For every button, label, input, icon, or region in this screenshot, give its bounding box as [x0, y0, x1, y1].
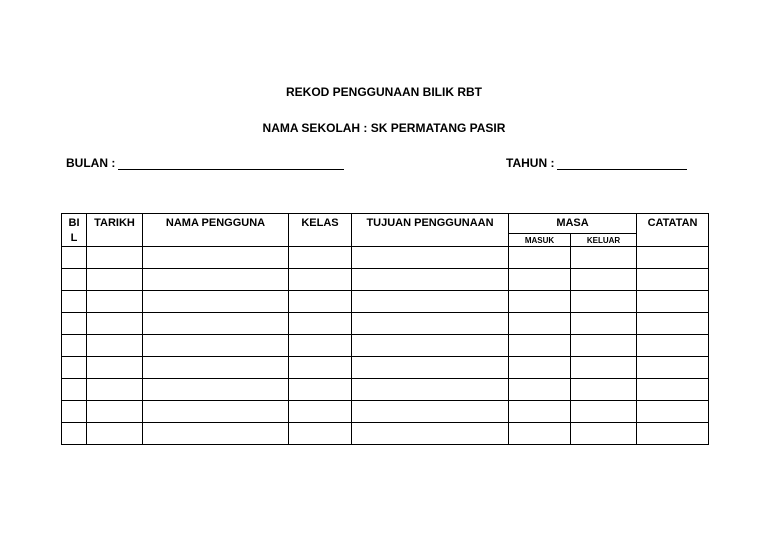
table-cell[interactable]	[509, 379, 571, 401]
table-cell[interactable]	[87, 291, 143, 313]
table-cell[interactable]	[352, 401, 509, 423]
table-cell[interactable]	[143, 247, 289, 269]
table-cell[interactable]	[62, 335, 87, 357]
table-cell[interactable]	[87, 313, 143, 335]
table-cell[interactable]	[571, 247, 637, 269]
table-body	[62, 247, 709, 445]
table-cell[interactable]	[87, 269, 143, 291]
table-cell[interactable]	[637, 291, 709, 313]
table-cell[interactable]	[637, 423, 709, 445]
table-cell[interactable]	[352, 335, 509, 357]
table-cell[interactable]	[143, 313, 289, 335]
table-cell[interactable]	[289, 401, 352, 423]
table-cell[interactable]	[289, 335, 352, 357]
table-cell[interactable]	[637, 379, 709, 401]
header-keluar: KELUAR	[571, 234, 637, 247]
table-cell[interactable]	[352, 423, 509, 445]
school-name: NAMA SEKOLAH : SK PERMATANG PASIR	[262, 121, 506, 135]
table-cell[interactable]	[352, 291, 509, 313]
table-cell[interactable]	[289, 313, 352, 335]
table-cell[interactable]	[62, 269, 87, 291]
table-cell[interactable]	[289, 379, 352, 401]
table-row	[62, 335, 709, 357]
month-field	[66, 156, 344, 170]
table-cell[interactable]	[637, 357, 709, 379]
table-cell[interactable]	[87, 379, 143, 401]
header-kelas: KELAS	[289, 214, 352, 247]
table-row	[62, 423, 709, 445]
table-cell[interactable]	[289, 357, 352, 379]
table-row	[62, 313, 709, 335]
table-cell[interactable]	[143, 401, 289, 423]
table-cell[interactable]	[87, 357, 143, 379]
table-cell[interactable]	[637, 247, 709, 269]
table-cell[interactable]	[143, 335, 289, 357]
header-bil: BI L	[62, 214, 87, 247]
table-cell[interactable]	[352, 357, 509, 379]
header-catatan: CATATAN	[637, 214, 709, 247]
header-nama-pengguna: NAMA PENGGUNA	[143, 214, 289, 247]
table-cell[interactable]	[637, 335, 709, 357]
table-cell[interactable]	[509, 269, 571, 291]
table-cell[interactable]	[571, 401, 637, 423]
table-cell[interactable]	[571, 335, 637, 357]
table-cell[interactable]	[87, 335, 143, 357]
table-cell[interactable]	[509, 357, 571, 379]
table-cell[interactable]	[62, 357, 87, 379]
table-cell[interactable]	[509, 335, 571, 357]
table-cell[interactable]	[143, 423, 289, 445]
table-cell[interactable]	[62, 291, 87, 313]
table-cell[interactable]	[571, 379, 637, 401]
table-cell[interactable]	[62, 247, 87, 269]
table-row	[62, 357, 709, 379]
table-cell[interactable]	[143, 357, 289, 379]
form-title: REKOD PENGGUNAAN BILIK RBT	[285, 85, 482, 99]
table-cell[interactable]	[571, 269, 637, 291]
table-cell[interactable]	[509, 247, 571, 269]
table-cell[interactable]	[289, 247, 352, 269]
table-cell[interactable]	[352, 269, 509, 291]
table-cell[interactable]	[62, 423, 87, 445]
table-cell[interactable]	[509, 313, 571, 335]
table-cell[interactable]	[509, 423, 571, 445]
table-cell[interactable]	[637, 313, 709, 335]
table-cell[interactable]	[289, 423, 352, 445]
table-cell[interactable]	[143, 379, 289, 401]
table-cell[interactable]	[143, 291, 289, 313]
table-cell[interactable]	[62, 313, 87, 335]
year-blank-line[interactable]	[557, 158, 687, 170]
table-cell[interactable]	[87, 247, 143, 269]
table-row	[62, 291, 709, 313]
table-cell[interactable]	[571, 423, 637, 445]
table-row	[62, 401, 709, 423]
table-cell[interactable]	[571, 357, 637, 379]
usage-record-table	[61, 213, 709, 445]
table-cell[interactable]	[509, 401, 571, 423]
header-masa: MASA	[509, 214, 637, 234]
table-cell[interactable]	[289, 269, 352, 291]
year-label: TAHUN :	[506, 156, 555, 170]
table-cell[interactable]	[352, 379, 509, 401]
table-cell[interactable]	[352, 313, 509, 335]
table-cell[interactable]	[637, 401, 709, 423]
month-blank-line[interactable]	[118, 158, 344, 170]
table-row	[62, 269, 709, 291]
table-cell[interactable]	[87, 423, 143, 445]
table-cell[interactable]	[87, 401, 143, 423]
table-cell[interactable]	[637, 269, 709, 291]
table-cell[interactable]	[571, 313, 637, 335]
table-cell[interactable]	[62, 401, 87, 423]
year-field	[506, 156, 687, 170]
table-cell[interactable]	[352, 247, 509, 269]
table-cell[interactable]	[143, 269, 289, 291]
table-cell[interactable]	[571, 291, 637, 313]
table-row	[62, 247, 709, 269]
header-masuk: MASUK	[509, 234, 571, 247]
header-tujuan: TUJUAN PENGGUNAAN	[352, 214, 509, 247]
month-label: BULAN :	[66, 156, 116, 170]
header-tarikh: TARIKH	[87, 214, 143, 247]
table-cell[interactable]	[289, 291, 352, 313]
table-row	[62, 379, 709, 401]
table-cell[interactable]	[62, 379, 87, 401]
table-cell[interactable]	[509, 291, 571, 313]
